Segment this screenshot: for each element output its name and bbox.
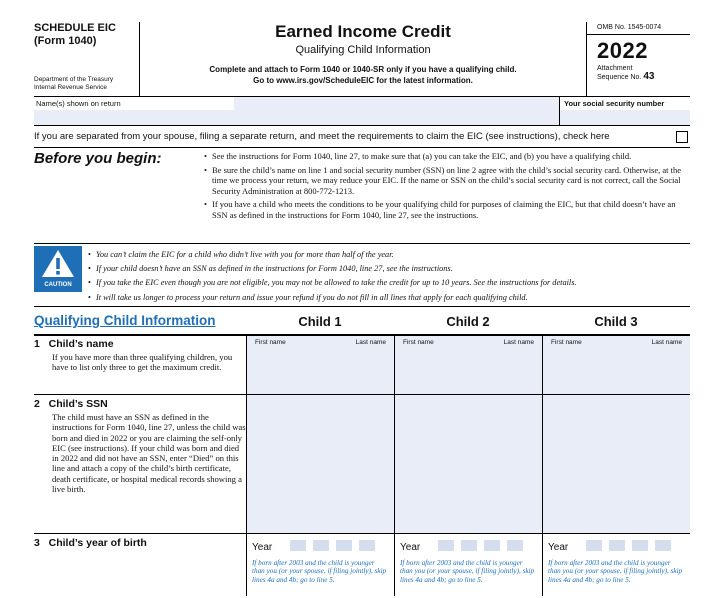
child-3-name-field[interactable]: First name Last name	[542, 336, 690, 394]
name-label: Name(s) shown on return	[34, 97, 234, 110]
caution-item: • You can’t claim the EIC for a child who didn’t live with you for more than half of the year.	[88, 248, 692, 262]
before-list	[204, 151, 690, 223]
form-id: SCHEDULE EIC	[34, 22, 116, 34]
child-2-year-digit[interactable]	[507, 540, 523, 552]
child-2-year-label: Year	[400, 542, 421, 553]
attachment-sequence: Attachment Sequence No. 43	[597, 65, 655, 82]
ssn-label: Your social security number	[560, 97, 690, 110]
omb-number: OMB No. 1545-0074	[587, 24, 690, 35]
caution-item: • It will take us longer to process your return and issue your refund if you do not fill in all lines that apply for each qualifying child.	[88, 291, 692, 305]
separated-divider	[34, 147, 690, 148]
before-item: • See the instructions for Form 1040, line 27, to make sure that (a) you can take the EIC, and (b) you have a qualifying child.	[204, 151, 690, 162]
caution-item: • If your child doesn’t have an SSN as defined in the instructions for Form 1040, line 27, see the instructions.	[88, 262, 692, 276]
sequence-number: 43	[643, 71, 655, 82]
line-3-title: Child’s year of birth	[48, 537, 147, 549]
form-subtitle: Qualifying Child Information	[295, 44, 431, 56]
omb-block	[586, 22, 690, 96]
child-2-year-digit[interactable]	[484, 540, 500, 552]
line-2-divider	[34, 533, 690, 534]
child-1-year-digit[interactable]	[359, 540, 375, 552]
child-3-year-digit[interactable]	[655, 540, 671, 552]
warning-triangle-icon	[34, 246, 82, 280]
caution-item: • If you take the EIC even though you are not eligible, you may not be allowed to take the credit for up to 10 years. See the instructions for details.	[88, 276, 692, 290]
child-1-name-field[interactable]: First name Last name	[246, 336, 394, 394]
child-1-year-digit[interactable]	[336, 540, 352, 552]
form-instructions: Complete and attach to Form 1040 or 1040-SR only if you have a qualifying child. Go to www.irs.gov/ScheduleEIC for the latest information.	[209, 65, 517, 85]
child-3-year-digit[interactable]	[586, 540, 602, 552]
child-1-year-label: Year	[252, 542, 273, 553]
child-1-year-digit[interactable]	[290, 540, 306, 552]
caution-label: CAUTION	[44, 282, 72, 288]
line-2-label: 2 Child’s SSN The child must have an SSN as defined in the instructions for Form 1040, line 27, unless the child was born and died in 2022 or you are claiming the self-only EIC (see instructions). If your child was born and died in 2022 and did not have an SSN, enter “Died” on this line and attach a copy of the child’s birth certificate, death certificate, or hospital medical records showing a live birth.	[34, 398, 246, 495]
tax-year: 2022	[597, 38, 648, 63]
before-divider	[34, 243, 690, 244]
child-3-year-digit[interactable]	[632, 540, 648, 552]
child-2-name-field[interactable]: First name Last name	[394, 336, 542, 394]
child-3-year-label: Year	[548, 542, 569, 553]
separated-text: If you are separated from your spouse, filing a separate return, and meet the requirements to claim the EIC (see instructions), check here	[34, 131, 610, 142]
child-2-year-note: If born after 2003 and the child is younger than you (or your spouse, if filing jointly), skip lines 4a and 4b; go to line 5.	[400, 559, 535, 584]
caution-divider	[34, 306, 690, 307]
caution-list	[88, 248, 692, 305]
line-1-label: 1 Child’s name If you have more than three qualifying children, you have to list only three to get the maximum credit.	[34, 338, 246, 373]
name-field[interactable]	[34, 97, 560, 125]
line-3-label: 3 Child’s year of birth	[34, 537, 147, 549]
child-1-header: Child 1	[298, 314, 342, 329]
before-item: • Be sure the child’s name on line 1 and social security number (SSN) on line 2 agree with the child’s social security card. Otherwise, at the time we process your return, we may reduce your EIC. If the name or SSN on the child’s social security card is not correct, call the Social Security Administration at 800-772-1213.	[204, 165, 690, 197]
before-title: Before you begin:	[34, 150, 162, 167]
child-3-year-digit[interactable]	[609, 540, 625, 552]
name-row-divider	[34, 125, 690, 126]
child-1-year-note: If born after 2003 and the child is younger than you (or your spouse, if filing jointly), skip lines 4a and 4b; go to line 5.	[252, 559, 387, 584]
child-2-year-digit[interactable]	[461, 540, 477, 552]
form-title: Earned Income Credit	[275, 22, 451, 41]
child-3-year-note: If born after 2003 and the child is younger than you (or your spouse, if filing jointly), skip lines 4a and 4b; go to line 5.	[548, 559, 683, 584]
separated-checkbox[interactable]	[676, 131, 688, 143]
before-item: • If you have a child who meets the conditions to be your qualifying child for purposes of claiming the EIC, but that child doesn’t have an SSN as defined in the instructions for Form 1040, line 27, see the instructions.	[204, 199, 690, 220]
child-2-header: Child 2	[446, 314, 490, 329]
form-id-block	[34, 22, 140, 96]
caution-icon	[34, 246, 82, 292]
line-1-body: If you have more than three qualifying children, you have to list only three to get the maximum credit.	[52, 352, 233, 373]
child-1-ssn-field[interactable]	[246, 395, 394, 533]
line-2-body: The child must have an SSN as defined in the instructions for Form 1040, line 27, unless the child was born and died in 2022 or you are claiming the self-only EIC (see instructions). If your child was born and died in 2022 and did not have an SSN, enter “Died” on this line and attach a copy of the child’s birth certificate, death certificate, or hospital medical records showing a live birth.	[52, 412, 246, 495]
child-2-ssn-field[interactable]	[394, 395, 542, 533]
child-2-year-digit[interactable]	[438, 540, 454, 552]
child-1-year-digit[interactable]	[313, 540, 329, 552]
qualifying-child-title: Qualifying Child Information	[34, 313, 216, 328]
department: Department of the Treasury Internal Revenue Service	[34, 76, 114, 91]
line-2-title: Child’s SSN	[48, 398, 108, 410]
form-title-block	[140, 22, 586, 96]
name-row	[34, 97, 690, 125]
child-3-ssn-field[interactable]	[542, 395, 690, 533]
form-sub: (Form 1040)	[34, 35, 97, 47]
child-3-header: Child 3	[594, 314, 638, 329]
separated-row	[34, 128, 690, 146]
ssn-field[interactable]	[560, 97, 690, 125]
line-1-title: Child’s name	[48, 338, 114, 350]
